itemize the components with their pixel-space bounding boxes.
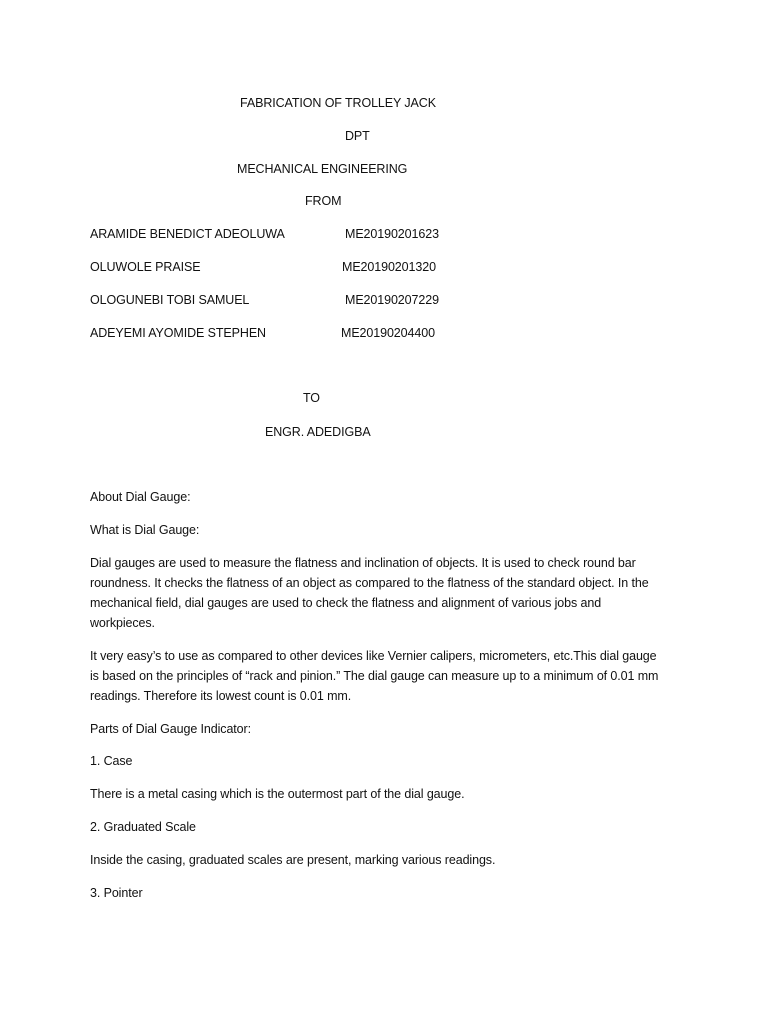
dpt-label: DPT <box>345 129 370 143</box>
paragraph-usage <box>90 646 690 706</box>
paragraph-line: It very easy’s to use as compared to other devices like Vernier calipers, micrometers, etc.This dial gauge <box>90 649 657 663</box>
list-item: 3. Pointer <box>90 886 143 900</box>
student-name: ARAMIDE BENEDICT ADEOLUWA <box>90 227 285 241</box>
to-label: TO <box>303 391 320 405</box>
list-item: 1. Case <box>90 754 133 768</box>
list-item: 2. Graduated Scale <box>90 820 196 834</box>
paragraph-definition <box>90 553 690 633</box>
student-id: ME20190207229 <box>345 293 439 307</box>
paragraph-line: Dial gauges are used to measure the flatness and inclination of objects. It is used to check round bar <box>90 556 636 570</box>
recipient-name: ENGR. ADEDIGBA <box>265 425 371 439</box>
student-id: ME20190201320 <box>342 260 436 274</box>
section-heading: Parts of Dial Gauge Indicator: <box>90 722 251 736</box>
document-title: FABRICATION OF TROLLEY JACK <box>240 96 436 110</box>
department-name: MECHANICAL ENGINEERING <box>237 162 408 176</box>
student-name: OLUWOLE PRAISE <box>90 260 201 274</box>
from-label: FROM <box>305 194 342 208</box>
paragraph-line: mechanical field, dial gauges are used to check the flatness and alignment of various jobs and <box>90 596 602 610</box>
student-id: ME20190204400 <box>341 326 435 340</box>
list-item-description: Inside the casing, graduated scales are present, marking various readings. <box>90 853 496 867</box>
section-heading: About Dial Gauge: <box>90 490 191 504</box>
student-id: ME20190201623 <box>345 227 439 241</box>
student-name: OLOGUNEBI TOBI SAMUEL <box>90 293 250 307</box>
list-item-description: There is a metal casing which is the outermost part of the dial gauge. <box>90 787 465 801</box>
paragraph-line: is based on the principles of “rack and pinion.” The dial gauge can measure up to a minimum of 0.01 mm <box>90 669 659 683</box>
paragraph-line: workpieces. <box>90 616 155 630</box>
paragraph-line: readings. Therefore its lowest count is 0.01 mm. <box>90 689 352 703</box>
paragraph-line: roundness. It checks the flatness of an object as compared to the flatness of the standard object. In the <box>90 576 649 590</box>
section-heading: What is Dial Gauge: <box>90 523 200 537</box>
student-name: ADEYEMI AYOMIDE STEPHEN <box>90 326 266 340</box>
